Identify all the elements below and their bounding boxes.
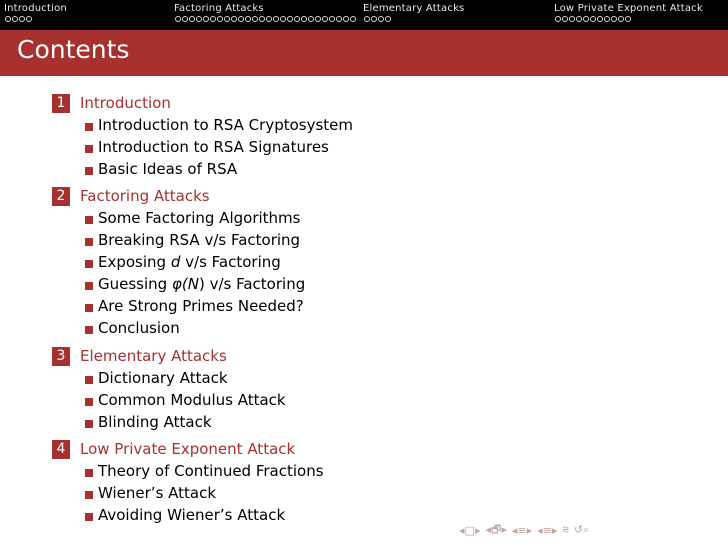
slide-prev-icon[interactable]: ◂ [459,523,465,537]
square-bullet-icon [85,282,93,290]
toc-subsection-item[interactable] [85,229,300,251]
subsection-label[interactable]: Dictionary Attack [98,369,228,387]
subsection-label[interactable]: Avoiding Wiener’s Attack [98,506,286,524]
square-bullet-icon [85,513,93,521]
section-number-badge: 1 [52,94,70,113]
subsection-label[interactable]: Common Modulus Attack [98,391,286,409]
square-bullet-icon [85,469,93,477]
navigation-symbols [458,521,590,539]
square-bullet-icon [85,326,93,334]
slide-icon: □ [464,523,475,537]
section-number-badge: 2 [52,187,70,206]
toc-subsection-item[interactable] [85,482,216,504]
subsection-next-icon[interactable]: ▸ [526,523,533,537]
section-prev-icon[interactable]: ◂ [537,523,543,537]
toc-subsection-item[interactable] [85,389,286,411]
square-bullet-icon [85,167,93,175]
section-label[interactable]: Low Private Exponent Attack [80,440,296,458]
subsection-label[interactable]: Breaking RSA v/s Factoring [98,231,301,249]
square-bullet-icon [85,304,93,312]
square-bullet-icon [85,491,93,499]
appendix-icon[interactable]: ⩬ [562,523,569,536]
toc-subsection-item[interactable] [85,411,212,433]
subsection-label[interactable] [98,275,305,293]
subsection-label[interactable]: Some Factoring Algorithms [98,209,301,227]
subsection-label[interactable]: Are Strong Primes Needed? [98,297,304,315]
toc-section-elementary-attacks[interactable] [52,345,227,367]
subsection-label[interactable]: Introduction to RSA Signatures [98,138,329,156]
subsection-label[interactable]: Wiener’s Attack [98,484,217,502]
search-icon[interactable]: ↺⌕ [573,523,590,536]
toc-subsection-item[interactable] [85,273,305,295]
toc-subsection-item[interactable] [85,317,180,339]
section-next-icon[interactable]: ▸ [551,523,558,537]
nav-section-title[interactable]: Factoring Attacks [174,3,264,14]
frame-next-icon[interactable]: ▸ [501,522,507,536]
toc-subsection-item[interactable] [85,504,285,526]
subsection-label-suffix: v/s Factoring [209,275,306,293]
toc-subsection-item[interactable] [85,460,324,482]
toc-subsection-item[interactable] [85,158,237,180]
page-title: Contents [17,35,130,64]
square-bullet-icon [85,216,93,224]
toc-section-low-private-exponent-attack[interactable] [52,438,295,460]
frame-icon: 🗗 [491,522,502,536]
frame-navigation [484,521,507,540]
section-label[interactable]: Elementary Attacks [80,347,227,365]
subsection-navigation [511,524,533,537]
toc-subsection-item[interactable] [85,114,353,136]
section-navigation [536,524,558,537]
square-bullet-icon [85,123,93,131]
nav-section-title[interactable]: Elementary Attacks [363,3,465,14]
math-d-symbol: d [170,253,181,271]
section-number-badge: 4 [52,440,70,459]
subsection-label-text: Guessing [98,275,168,293]
subsection-label-suffix: v/s Factoring [185,253,281,271]
subsection-label[interactable]: Theory of Continued Fractions [98,462,324,480]
math-phi-symbol: φ( [171,275,188,293]
square-bullet-icon [85,398,93,406]
subsection-label[interactable]: Introduction to RSA Cryptosystem [98,116,354,134]
square-bullet-icon [85,238,93,246]
nav-section-title[interactable]: Introduction [4,3,67,14]
section-icon: ≡ [542,523,552,537]
subsection-label[interactable]: Blinding Attack [98,413,212,431]
subsection-label[interactable] [98,253,281,271]
subsection-label[interactable]: Basic Ideas of RSA [98,160,238,178]
frame-prev-icon[interactable]: ◂ [485,522,491,536]
subsection-icon: ≡ [517,523,527,537]
toc-section-introduction[interactable] [52,92,171,114]
toc-section-factoring-attacks[interactable] [52,185,210,207]
toc-subsection-item[interactable] [85,207,300,229]
slide-next-icon[interactable]: ▸ [474,523,481,537]
square-bullet-icon [85,376,93,384]
slide-navigation [458,524,481,537]
subsection-label[interactable]: Conclusion [98,319,180,337]
toc-subsection-item[interactable] [85,295,304,317]
toc-subsection-item[interactable] [85,251,281,273]
square-bullet-icon [85,145,93,153]
toc-subsection-item[interactable] [85,367,228,389]
math-n-variable: N [187,275,199,293]
section-label[interactable]: Introduction [80,94,171,112]
square-bullet-icon [85,420,93,428]
section-number-badge: 3 [52,347,70,366]
subsection-prev-icon[interactable]: ◂ [511,523,518,537]
section-label[interactable]: Factoring Attacks [80,187,210,205]
square-bullet-icon [85,260,93,268]
toc-subsection-item[interactable] [85,136,329,158]
subsection-label-text: Exposing [98,253,167,271]
math-close-paren: ) [198,275,205,293]
nav-section-title[interactable]: Low Private Exponent Attack [554,3,703,14]
